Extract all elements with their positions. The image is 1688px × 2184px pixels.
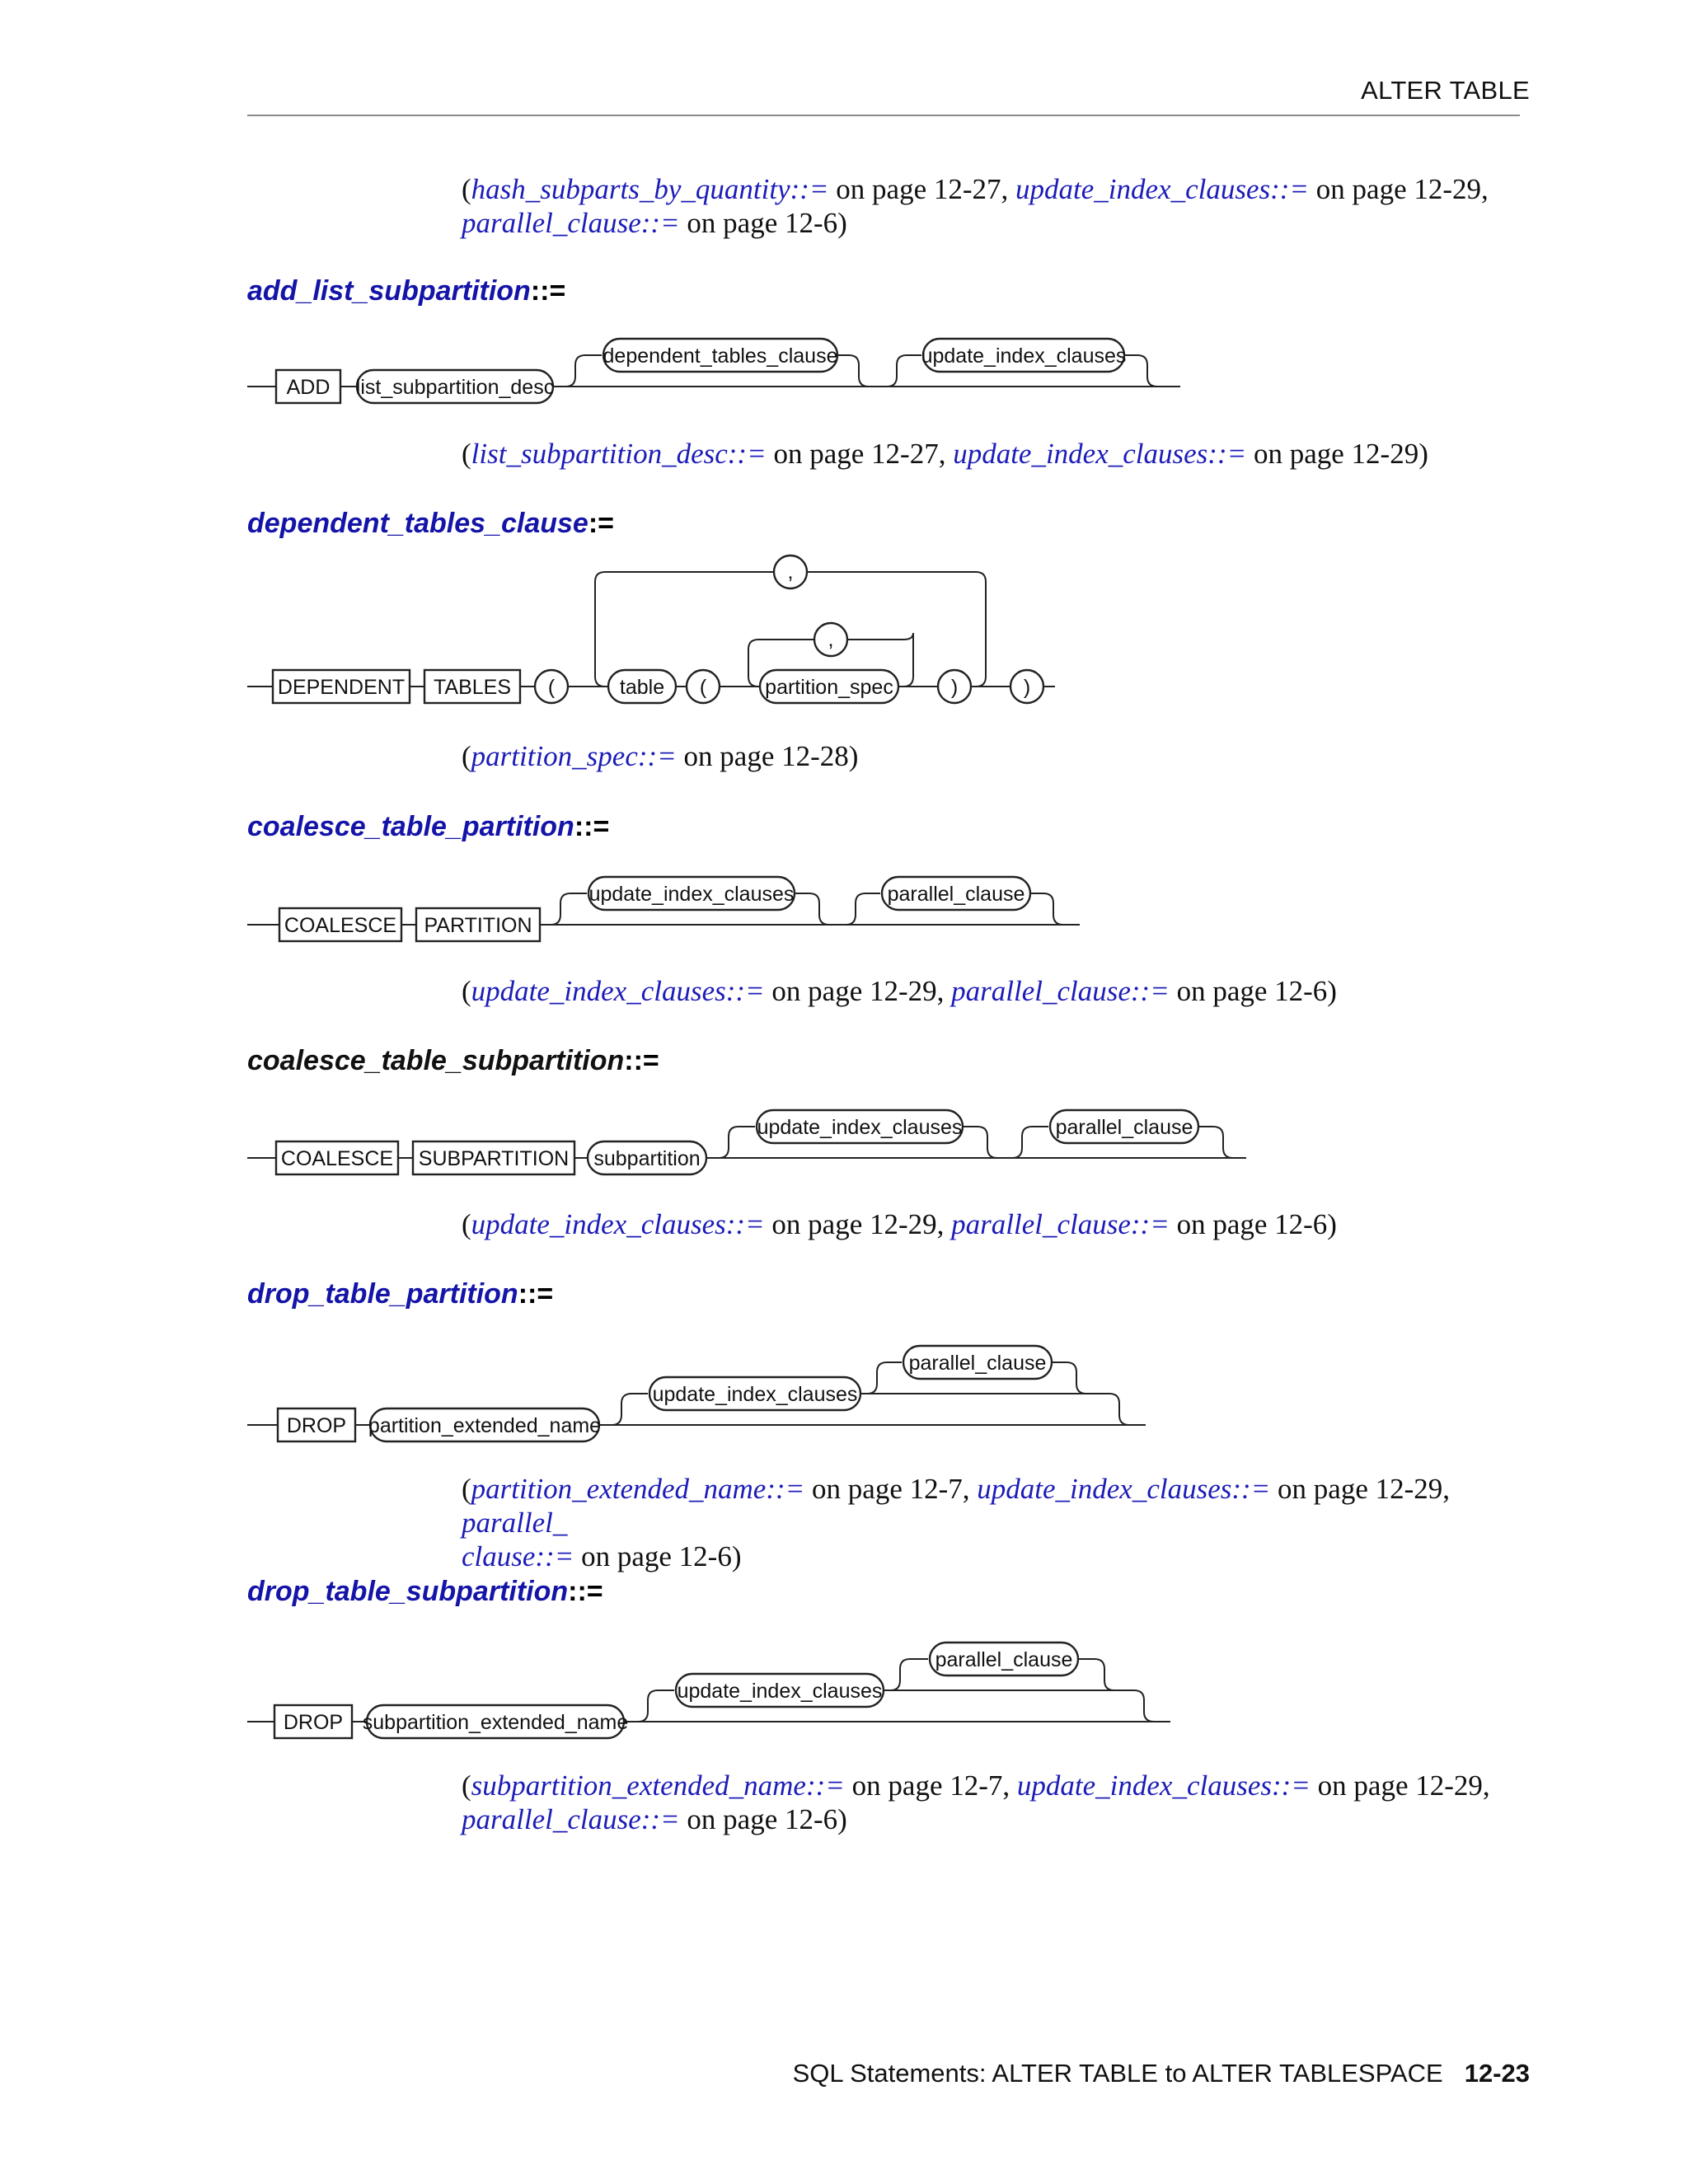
footer-page-number: 12-23: [1464, 2059, 1530, 2088]
svg-text:subpartition: subpartition: [593, 1147, 701, 1170]
xref-coalesce-table-subpartition: (update_index_clauses::= on page 12-29, parallel_clause::= on page 12-6): [462, 1208, 1337, 1240]
section-heading-coalesce-table-subpartition: coalesce_table_subpartition::=: [247, 1045, 659, 1076]
svg-text:): ): [1023, 676, 1031, 699]
xref-link[interactable]: update_index_clauses::=: [1016, 1769, 1311, 1802]
xref-link[interactable]: clause::=: [462, 1540, 574, 1572]
svg-text:TABLES: TABLES: [433, 676, 512, 699]
xref-link[interactable]: subpartition_extended_name::=: [471, 1769, 845, 1802]
xref-drop-table-subpartition: (subpartition_extended_name::= on page 12-7, update_index_clauses::= on page 12-29, parallel_clause::= on page 12-6): [462, 1769, 1490, 1835]
svg-text:COALESCE: COALESCE: [284, 914, 397, 937]
xref-add-list-subpartition: (list_subpartition_desc::= on page 12-27, update_index_clauses::= on page 12-29): [462, 438, 1428, 470]
section-heading-add-list-subpartition: add_list_subpartition::=: [247, 275, 566, 307]
svg-text:parallel_clause: parallel_clause: [887, 883, 1025, 906]
xref-link[interactable]: parallel_clause::=: [462, 1803, 680, 1835]
intro-xref: (hash_subparts_by_quantity::= on page 12-27, update_index_clauses::= on page 12-29, parallel_clause::= on page 12-6): [462, 173, 1489, 239]
svg-text:DROP: DROP: [283, 1711, 344, 1734]
svg-text:,: ,: [828, 628, 834, 651]
svg-text:update_index_clauses: update_index_clauses: [921, 344, 1127, 368]
xref-link[interactable]: update_index_clauses::=: [471, 975, 765, 1007]
svg-text:update_index_clauses: update_index_clauses: [652, 1383, 858, 1406]
svg-text:update_index_clauses: update_index_clauses: [677, 1680, 883, 1703]
xref-link[interactable]: parallel_clause::=: [951, 1208, 1170, 1240]
syntax-diagram-dependent-tables-clause: [0, 560, 1688, 717]
svg-text:,: ,: [787, 560, 794, 583]
header-rule: [247, 115, 1520, 116]
svg-text:DEPENDENT: DEPENDENT: [277, 676, 406, 699]
running-head: ALTER TABLE: [1361, 76, 1530, 105]
xref-link[interactable]: update_index_clauses::=: [977, 1473, 1271, 1505]
svg-text:parallel_clause: parallel_clause: [1055, 1116, 1193, 1139]
xref-link[interactable]: list_subpartition_desc::=: [471, 438, 767, 470]
svg-text:partition_spec: partition_spec: [765, 676, 893, 699]
svg-text:update_index_clauses: update_index_clauses: [757, 1116, 963, 1139]
footer-book-title: SQL Statements: ALTER TABLE to ALTER TABLESPACE: [792, 2059, 1443, 2088]
svg-text:subpartition_extended_name: subpartition_extended_name: [362, 1711, 629, 1734]
svg-text:update_index_clauses: update_index_clauses: [588, 883, 795, 906]
syntax-diagram-coalesce-table-subpartition: [0, 1097, 1688, 1188]
xref-link[interactable]: parallel_clause::=: [951, 975, 1170, 1007]
svg-text:): ): [950, 676, 959, 699]
xref-link[interactable]: update_index_clauses::=: [471, 1208, 765, 1240]
svg-text:ADD: ADD: [286, 376, 331, 399]
svg-text:parallel_clause: parallel_clause: [935, 1648, 1073, 1671]
xref-link[interactable]: update_index_clauses::=: [953, 438, 1247, 470]
svg-text:COALESCE: COALESCE: [280, 1147, 394, 1170]
svg-text:table: table: [619, 676, 665, 699]
svg-text:SUBPARTITION: SUBPARTITION: [418, 1147, 570, 1170]
section-heading-dependent-tables-clause: dependent_tables_clause:=: [247, 508, 615, 539]
svg-text:(: (: [699, 676, 707, 699]
xref-coalesce-table-partition: (update_index_clauses::= on page 12-29, parallel_clause::= on page 12-6): [462, 975, 1337, 1007]
xref-link[interactable]: parallel_: [462, 1507, 568, 1539]
svg-text:DROP: DROP: [286, 1414, 347, 1437]
svg-text:parallel_clause: parallel_clause: [908, 1352, 1047, 1375]
svg-text:partition_extended_name: partition_extended_name: [368, 1414, 602, 1437]
section-heading-drop-table-partition: drop_table_partition::=: [247, 1278, 554, 1310]
syntax-diagram-coalesce-table-partition: [0, 864, 1688, 954]
section-heading-coalesce-table-partition: coalesce_table_partition::=: [247, 811, 610, 842]
svg-text:dependent_tables_clause: dependent_tables_clause: [603, 344, 838, 368]
syntax-diagram-drop-table-subpartition: [0, 1628, 1688, 1751]
xref-link[interactable]: update_index_clauses::=: [1015, 173, 1310, 205]
xref-drop-table-partition: (partition_extended_name::= on page 12-7, update_index_clauses::= on page 12-29, parallel_ clause::= on page 12-6): [462, 1473, 1451, 1572]
svg-text:PARTITION: PARTITION: [424, 914, 532, 937]
xref-link[interactable]: partition_spec::=: [471, 740, 677, 772]
syntax-diagram-add-list-subpartition: [0, 326, 1688, 416]
xref-link[interactable]: partition_extended_name::=: [471, 1473, 805, 1505]
svg-text:list_subpartition_desc: list_subpartition_desc: [355, 376, 555, 399]
xref-link[interactable]: parallel_clause::=: [462, 207, 680, 239]
xref-link[interactable]: hash_subparts_by_quantity::=: [471, 173, 829, 205]
svg-text:(: (: [547, 676, 556, 699]
syntax-diagram-drop-table-partition: [0, 1331, 1688, 1455]
xref-dependent-tables-clause: (partition_spec::= on page 12-28): [462, 740, 859, 772]
page-footer: [793, 2059, 1530, 2088]
section-heading-drop-table-subpartition: drop_table_subpartition::=: [247, 1576, 603, 1607]
